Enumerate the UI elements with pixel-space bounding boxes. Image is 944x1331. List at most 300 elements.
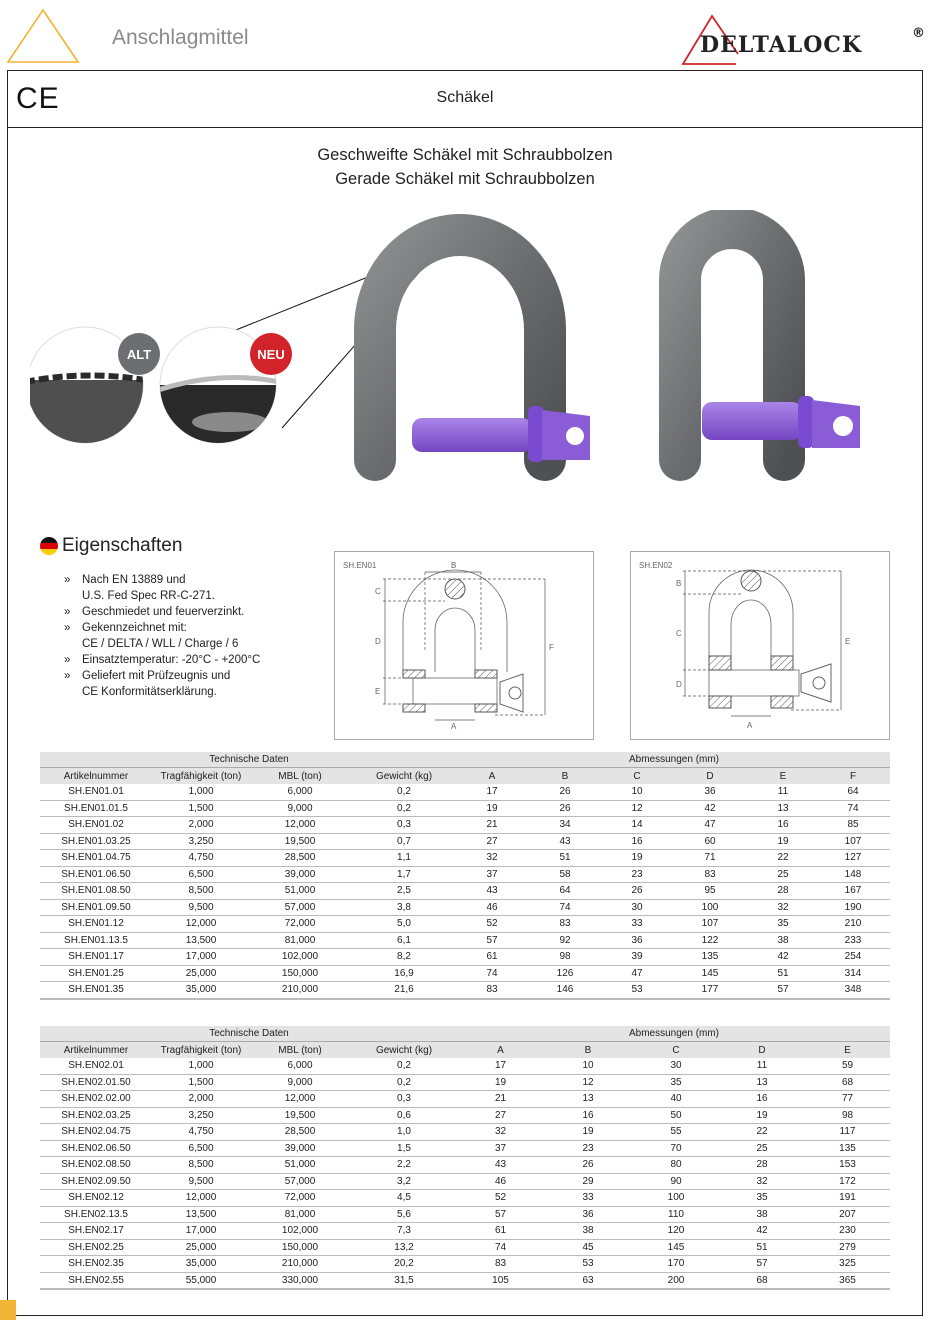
table-cell: 64 xyxy=(526,883,604,900)
table-cell: 35,000 xyxy=(152,1256,250,1273)
table-cell: 12 xyxy=(543,1074,633,1091)
table-row xyxy=(40,800,890,817)
table-cell: 12,000 xyxy=(152,1190,250,1207)
property-item: » Geliefert mit Prüfzeugnis und CE Konformitätserklärung. xyxy=(64,668,260,700)
table-cell: 4,750 xyxy=(152,850,250,867)
table-cell: 107 xyxy=(670,916,750,933)
table-cell: 57,000 xyxy=(250,899,350,916)
table-cell: 210 xyxy=(816,916,890,933)
table-cell: SH.EN01.12 xyxy=(40,916,152,933)
table-cell: 43 xyxy=(458,1157,543,1174)
table-cell: 107 xyxy=(816,833,890,850)
table-cell: 11 xyxy=(719,1058,805,1074)
table-cell: SH.EN02.03.25 xyxy=(40,1107,152,1124)
table-cell: 170 xyxy=(633,1256,719,1273)
table-cell: SH.EN02.17 xyxy=(40,1223,152,1240)
table-cell: 21 xyxy=(458,1091,543,1108)
table-cell: 7,3 xyxy=(350,1223,458,1240)
table-cell: 126 xyxy=(526,965,604,982)
table-cell: 43 xyxy=(526,833,604,850)
table-cell: 25,000 xyxy=(152,965,250,982)
table-cell: 17 xyxy=(458,1058,543,1074)
svg-text:B: B xyxy=(451,561,457,570)
table-cell: SH.EN02.13.5 xyxy=(40,1206,152,1223)
table-cell: 210,000 xyxy=(250,982,350,999)
table-cell: 22 xyxy=(719,1124,805,1141)
table-row xyxy=(40,1173,890,1190)
table-row xyxy=(40,899,890,916)
table-row xyxy=(40,1058,890,1074)
table-cell: 98 xyxy=(805,1107,890,1124)
svg-text:B: B xyxy=(676,579,682,588)
table-cell: 27 xyxy=(458,833,526,850)
table-cell: 52 xyxy=(458,1190,543,1207)
table-cell: 74 xyxy=(458,1239,543,1256)
table-row xyxy=(40,850,890,867)
table-cell: 12 xyxy=(604,800,670,817)
table-cell: 0,3 xyxy=(350,817,458,834)
table-cell: SH.EN02.04.75 xyxy=(40,1124,152,1141)
table-cell: 55 xyxy=(633,1124,719,1141)
table-row xyxy=(40,817,890,834)
table-cell: 4,750 xyxy=(152,1124,250,1141)
table-cell: 35 xyxy=(719,1190,805,1207)
spec-table-en02 xyxy=(40,1026,890,1290)
table-cell: 330,000 xyxy=(250,1272,350,1289)
table-cell: 57 xyxy=(750,982,816,999)
table-cell: 145 xyxy=(633,1239,719,1256)
table-cell: 9,000 xyxy=(250,1074,350,1091)
property-item: » Gekennzeichnet mit: CE / DELTA / WLL / Charge / 6 xyxy=(64,620,260,652)
table-row xyxy=(40,883,890,900)
column-header: D xyxy=(719,1042,805,1059)
table-cell: 83 xyxy=(526,916,604,933)
table-cell: 21,6 xyxy=(350,982,458,999)
column-header: A xyxy=(458,768,526,785)
table-cell: 148 xyxy=(816,866,890,883)
table-cell: 51 xyxy=(750,965,816,982)
table-cell: 110 xyxy=(633,1206,719,1223)
group-header-dimensions: Abmessungen (mm) xyxy=(458,1026,890,1042)
table-cell: 17 xyxy=(458,784,526,800)
table-cell: 1,500 xyxy=(152,800,250,817)
table-cell: 32 xyxy=(458,850,526,867)
table-cell: 34 xyxy=(526,817,604,834)
table-cell: SH.EN02.08.50 xyxy=(40,1157,152,1174)
table-cell: 39 xyxy=(604,949,670,966)
column-header: B xyxy=(526,768,604,785)
table-cell: 9,000 xyxy=(250,800,350,817)
table-cell: 68 xyxy=(719,1272,805,1289)
table-cell: 68 xyxy=(805,1074,890,1091)
table-cell: 0,7 xyxy=(350,833,458,850)
registered-mark: ® xyxy=(912,26,925,41)
table-cell: 27 xyxy=(458,1107,543,1124)
table-row xyxy=(40,1074,890,1091)
table-row xyxy=(40,1272,890,1289)
table-cell: 85 xyxy=(816,817,890,834)
table-cell: 42 xyxy=(719,1223,805,1240)
property-item: » Einsatztemperatur: -20°C - +200°C xyxy=(64,652,260,668)
product-photos xyxy=(30,210,900,500)
svg-text:D: D xyxy=(676,680,682,689)
table-cell: 0,6 xyxy=(350,1107,458,1124)
table-cell: 0,2 xyxy=(350,1074,458,1091)
table-cell: 53 xyxy=(604,982,670,999)
column-header: Tragfähigkeit (ton) xyxy=(152,1042,250,1059)
table-cell: 8,500 xyxy=(152,1157,250,1174)
diagram-code: SH.EN01 xyxy=(343,561,377,570)
table-cell: SH.EN01.01.5 xyxy=(40,800,152,817)
table-row xyxy=(40,1140,890,1157)
table-cell: 127 xyxy=(816,850,890,867)
table-cell: 16 xyxy=(719,1091,805,1108)
table-cell: 30 xyxy=(604,899,670,916)
column-header: E xyxy=(750,768,816,785)
group-header-technical: Technische Daten xyxy=(40,1026,458,1042)
table-cell: 5,0 xyxy=(350,916,458,933)
table-cell: SH.EN02.01.50 xyxy=(40,1074,152,1091)
table-cell: 6,000 xyxy=(250,784,350,800)
table-cell: 100 xyxy=(670,899,750,916)
table-cell: 77 xyxy=(805,1091,890,1108)
table-row xyxy=(40,916,890,933)
table-cell: 19 xyxy=(750,833,816,850)
table-cell: 3,2 xyxy=(350,1173,458,1190)
table-cell: SH.EN02.55 xyxy=(40,1272,152,1289)
table-cell: 254 xyxy=(816,949,890,966)
table-cell: SH.EN02.02.00 xyxy=(40,1091,152,1108)
table-cell: 39,000 xyxy=(250,1140,350,1157)
svg-text:E: E xyxy=(375,687,381,696)
table-cell: SH.EN01.17 xyxy=(40,949,152,966)
table-cell: 46 xyxy=(458,899,526,916)
product-title-1: Geschweifte Schäkel mit Schraubbolzen xyxy=(317,146,613,164)
table-cell: 40 xyxy=(633,1091,719,1108)
table-cell: 57,000 xyxy=(250,1173,350,1190)
table-cell: 33 xyxy=(543,1190,633,1207)
table-cell: 80 xyxy=(633,1157,719,1174)
table-cell: 92 xyxy=(526,932,604,949)
table-cell: 37 xyxy=(458,866,526,883)
table-cell: 102,000 xyxy=(250,1223,350,1240)
column-header: D xyxy=(670,768,750,785)
category-triangle-icon xyxy=(6,8,80,64)
table-row xyxy=(40,1223,890,1240)
table-cell: 153 xyxy=(805,1157,890,1174)
table-cell: SH.EN02.25 xyxy=(40,1239,152,1256)
table-cell: 279 xyxy=(805,1239,890,1256)
table-cell: 43 xyxy=(458,883,526,900)
properties-title: Eigenschaften xyxy=(62,535,183,556)
table-cell: 51 xyxy=(526,850,604,867)
table-cell: 61 xyxy=(458,1223,543,1240)
table-cell: 25 xyxy=(719,1140,805,1157)
table-cell: 6,500 xyxy=(152,1140,250,1157)
table-cell: 28,500 xyxy=(250,1124,350,1141)
table-cell: 21 xyxy=(458,817,526,834)
table-row xyxy=(40,965,890,982)
table-cell: 35 xyxy=(633,1074,719,1091)
table-cell: SH.EN02.09.50 xyxy=(40,1173,152,1190)
table-cell: 19,500 xyxy=(250,1107,350,1124)
table-cell: 95 xyxy=(670,883,750,900)
table-cell: 0,2 xyxy=(350,800,458,817)
table-cell: 145 xyxy=(670,965,750,982)
table-cell: 167 xyxy=(816,883,890,900)
table-cell: 177 xyxy=(670,982,750,999)
badge-alt: ALT xyxy=(118,333,160,375)
table-cell: 32 xyxy=(719,1173,805,1190)
table-cell: 60 xyxy=(670,833,750,850)
table-cell: 8,2 xyxy=(350,949,458,966)
table-cell: 365 xyxy=(805,1272,890,1289)
table-cell: 1,000 xyxy=(152,784,250,800)
column-header: B xyxy=(543,1042,633,1059)
table-cell: SH.EN01.03.25 xyxy=(40,833,152,850)
table-cell: 172 xyxy=(805,1173,890,1190)
table-cell: 19 xyxy=(458,1074,543,1091)
properties-list xyxy=(64,572,260,700)
table-cell: 83 xyxy=(670,866,750,883)
table-cell: 20,2 xyxy=(350,1256,458,1273)
table-cell: 57 xyxy=(458,932,526,949)
group-header-technical: Technische Daten xyxy=(40,752,458,768)
column-header: F xyxy=(816,768,890,785)
table-cell: 2,5 xyxy=(350,883,458,900)
table-cell: SH.EN01.09.50 xyxy=(40,899,152,916)
table-cell: 16 xyxy=(543,1107,633,1124)
table-cell: 0,2 xyxy=(350,784,458,800)
table-row xyxy=(40,1157,890,1174)
table-cell: 38 xyxy=(750,932,816,949)
table-cell: 28 xyxy=(750,883,816,900)
column-header: Tragfähigkeit (ton) xyxy=(152,768,250,785)
table-cell: 0,2 xyxy=(350,1058,458,1074)
table-row xyxy=(40,949,890,966)
table-cell: 74 xyxy=(816,800,890,817)
table-cell: 11 xyxy=(750,784,816,800)
table-cell: 13 xyxy=(750,800,816,817)
table-cell: SH.EN01.02 xyxy=(40,817,152,834)
table-cell: 36 xyxy=(543,1206,633,1223)
table-cell: 61 xyxy=(458,949,526,966)
table-cell: 38 xyxy=(719,1206,805,1223)
table-cell: 32 xyxy=(458,1124,543,1141)
spec-table-en01 xyxy=(40,752,890,1000)
table-cell: 17,000 xyxy=(152,1223,250,1240)
table-cell: 1,7 xyxy=(350,866,458,883)
table-cell: 98 xyxy=(526,949,604,966)
table-cell: 55,000 xyxy=(152,1272,250,1289)
column-header: Artikelnummer xyxy=(40,1042,152,1059)
table-cell: 3,250 xyxy=(152,833,250,850)
svg-text:A: A xyxy=(451,722,457,731)
table-cell: 9,500 xyxy=(152,1173,250,1190)
table-cell: 2,000 xyxy=(152,817,250,834)
table-cell: 38 xyxy=(543,1223,633,1240)
diagram-sh-en01 xyxy=(334,551,594,740)
table-cell: 135 xyxy=(670,949,750,966)
table-cell: 35,000 xyxy=(152,982,250,999)
column-header: E xyxy=(805,1042,890,1059)
table-cell: 8,500 xyxy=(152,883,250,900)
column-header: C xyxy=(604,768,670,785)
table-cell: 150,000 xyxy=(250,965,350,982)
table-cell: 63 xyxy=(543,1272,633,1289)
table-row xyxy=(40,982,890,999)
table-cell: 5,6 xyxy=(350,1206,458,1223)
table-cell: 70 xyxy=(633,1140,719,1157)
table-cell: 72,000 xyxy=(250,916,350,933)
table-cell: 314 xyxy=(816,965,890,982)
german-flag-icon xyxy=(40,537,58,555)
table-cell: 42 xyxy=(670,800,750,817)
table-cell: 39,000 xyxy=(250,866,350,883)
table-cell: 13,500 xyxy=(152,1206,250,1223)
table-cell: SH.EN01.04.75 xyxy=(40,850,152,867)
table-cell: 26 xyxy=(604,883,670,900)
table-row xyxy=(40,1256,890,1273)
table-cell: SH.EN02.12 xyxy=(40,1190,152,1207)
table-cell: 135 xyxy=(805,1140,890,1157)
table-cell: 23 xyxy=(604,866,670,883)
badge-neu: NEU xyxy=(250,333,292,375)
table-cell: 1,0 xyxy=(350,1124,458,1141)
table-cell: 102,000 xyxy=(250,949,350,966)
table-cell: SH.EN01.08.50 xyxy=(40,883,152,900)
table-cell: 325 xyxy=(805,1256,890,1273)
property-item: » Geschmiedet und feuerverzinkt. xyxy=(64,604,260,620)
table-cell: 52 xyxy=(458,916,526,933)
table-cell: 72,000 xyxy=(250,1190,350,1207)
table-cell: 1,000 xyxy=(152,1058,250,1074)
table-cell: 9,500 xyxy=(152,899,250,916)
table-cell: 53 xyxy=(543,1256,633,1273)
table-row xyxy=(40,1124,890,1141)
table-cell: 13,2 xyxy=(350,1239,458,1256)
table-cell: 150,000 xyxy=(250,1239,350,1256)
table-cell: 4,5 xyxy=(350,1190,458,1207)
product-title-2: Gerade Schäkel mit Schraubbolzen xyxy=(335,170,595,188)
table-cell: 46 xyxy=(458,1173,543,1190)
table-cell: 19,500 xyxy=(250,833,350,850)
table-cell: 36 xyxy=(604,932,670,949)
table-cell: 37 xyxy=(458,1140,543,1157)
table-cell: 200 xyxy=(633,1272,719,1289)
table-cell: 57 xyxy=(719,1256,805,1273)
table-cell: 210,000 xyxy=(250,1256,350,1273)
group-header-dimensions: Abmessungen (mm) xyxy=(458,752,890,768)
table-cell: 31,5 xyxy=(350,1272,458,1289)
table-cell: 57 xyxy=(458,1206,543,1223)
table-row xyxy=(40,1091,890,1108)
table-cell: 74 xyxy=(526,899,604,916)
table-cell: 207 xyxy=(805,1206,890,1223)
table-cell: 22 xyxy=(750,850,816,867)
table-cell: 19 xyxy=(458,800,526,817)
table-row xyxy=(40,1206,890,1223)
column-header: A xyxy=(458,1042,543,1059)
table-row xyxy=(40,784,890,800)
svg-text:C: C xyxy=(375,587,381,596)
table-cell: 74 xyxy=(458,965,526,982)
table-cell: 26 xyxy=(526,784,604,800)
table-cell: 26 xyxy=(526,800,604,817)
table-cell: 25,000 xyxy=(152,1239,250,1256)
table-cell: 47 xyxy=(604,965,670,982)
column-header: MBL (ton) xyxy=(250,768,350,785)
table-cell: 19 xyxy=(604,850,670,867)
table-cell: 122 xyxy=(670,932,750,949)
table-cell: 28 xyxy=(719,1157,805,1174)
d-shackle-image xyxy=(680,228,860,460)
table-cell: 100 xyxy=(633,1190,719,1207)
bow-shackle-image xyxy=(375,235,590,462)
table-cell: 23 xyxy=(543,1140,633,1157)
table-cell: 83 xyxy=(458,1256,543,1273)
table-cell: 50 xyxy=(633,1107,719,1124)
table-cell: 71 xyxy=(670,850,750,867)
column-header: MBL (ton) xyxy=(250,1042,350,1059)
table-cell: 42 xyxy=(750,949,816,966)
table-cell: 33 xyxy=(604,916,670,933)
column-header: C xyxy=(633,1042,719,1059)
table-row xyxy=(40,1190,890,1207)
table-cell: 59 xyxy=(805,1058,890,1074)
table-cell: 32 xyxy=(750,899,816,916)
table-cell: 191 xyxy=(805,1190,890,1207)
table-cell: 12,000 xyxy=(250,817,350,834)
table-cell: 6,1 xyxy=(350,932,458,949)
table-cell: 348 xyxy=(816,982,890,999)
table-cell: 35 xyxy=(750,916,816,933)
table-cell: 16 xyxy=(604,833,670,850)
brand-name: DELTALOCK xyxy=(700,32,863,58)
svg-text:D: D xyxy=(375,637,381,646)
property-item: » Nach EN 13889 und U.S. Fed Spec RR-C-271. xyxy=(64,572,260,604)
table-cell: 233 xyxy=(816,932,890,949)
table-cell: 14 xyxy=(604,817,670,834)
table-cell: 17,000 xyxy=(152,949,250,966)
table-cell: 16 xyxy=(750,817,816,834)
table-cell: 13,500 xyxy=(152,932,250,949)
table-row xyxy=(40,833,890,850)
table-cell: 28,500 xyxy=(250,850,350,867)
table-cell: 230 xyxy=(805,1223,890,1240)
table-cell: 16,9 xyxy=(350,965,458,982)
table-cell: 81,000 xyxy=(250,932,350,949)
table-row xyxy=(40,1107,890,1124)
table-cell: 3,8 xyxy=(350,899,458,916)
table-cell: 83 xyxy=(458,982,526,999)
ce-mark: CE xyxy=(16,82,60,115)
table-cell: 190 xyxy=(816,899,890,916)
table-row xyxy=(40,866,890,883)
column-header: Artikelnummer xyxy=(40,768,152,785)
svg-text:C: C xyxy=(676,629,682,638)
table-cell: 81,000 xyxy=(250,1206,350,1223)
table-cell: 117 xyxy=(805,1124,890,1141)
column-header: Gewicht (kg) xyxy=(350,768,458,785)
table-cell: 120 xyxy=(633,1223,719,1240)
svg-text:E: E xyxy=(845,637,851,646)
table-cell: 58 xyxy=(526,866,604,883)
table-cell: 146 xyxy=(526,982,604,999)
table-cell: 47 xyxy=(670,817,750,834)
table-cell: 26 xyxy=(543,1157,633,1174)
table-cell: 12,000 xyxy=(152,916,250,933)
